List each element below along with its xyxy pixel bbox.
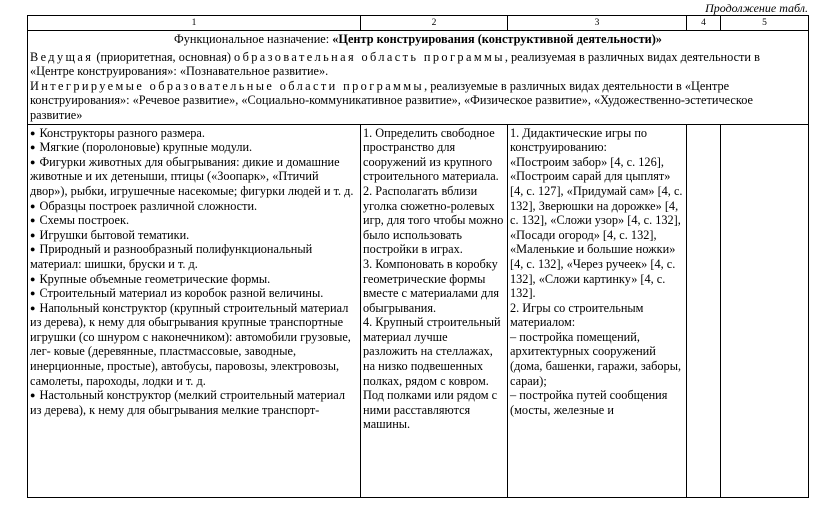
functional-purpose-label: Функциональное назначение: <box>174 32 333 46</box>
placement-tasks-cell <box>361 124 508 497</box>
bullet-icon: ● <box>30 229 36 240</box>
list-item <box>30 286 358 301</box>
task-item: 1. Определить свободное пространство для сооружений из крупного строительного материала. <box>363 125 499 184</box>
task-item: 3. Компоновать в коробку геометрические формы вместе с материалами для обыгрывания. <box>363 256 500 315</box>
list-item-text: Конструкторы разного размера. <box>39 125 205 140</box>
section-header <box>28 31 809 125</box>
list-item-text: Крупные объемные геометрические формы. <box>39 271 271 286</box>
list-item <box>30 301 358 389</box>
functional-purpose <box>30 32 806 47</box>
list-item-text: Фигурки животных для обыгрывания: дикие и домашние животные и их детеныши, птицы («Зоопарк», «Птичий двор»), рыбки, игрушечные насекомые; фигурки людей и т. д. <box>30 154 354 198</box>
task-item: 2. Располагать вблизи уголка сюжетно-ролевых игр, для того чтобы можно было использовать постройки в играх. <box>363 183 504 257</box>
task-item: 4. Крупный строительный материал лучше разложить на стеллажах, на низко подвешенных полках, рядом с ковром. Под полками или рядом с ними расставляются машины. <box>363 315 501 432</box>
bullet-icon: ● <box>30 156 36 167</box>
section-header-row <box>28 31 809 125</box>
games-item: 2. Игры со строительным материалом: <box>510 300 644 330</box>
list-item-text: Природный и разнообразный полифункциональный материал: шишки, бруски и т. д. <box>30 242 313 271</box>
column-number: 2 <box>361 16 508 31</box>
continuation-label: Продолжение табл. <box>705 1 808 15</box>
list-item-text: Схемы построек. <box>39 213 130 228</box>
column-number: 3 <box>508 16 687 31</box>
list-item-text: Игрушки бытовой тематики. <box>39 227 190 242</box>
list-item-text: Напольный конструктор (крупный строительный материал из дерева), к нему для обыгрывания крупные транспортные игрушки (со шнуром с наконечником): автомобили грузовые, лег- ковые (деревянные, пластмассовые, заводные, инерционные, простые), автобусы, паровозы, электровозы, самолеты, пароходы, лодки и т. д. <box>30 300 351 388</box>
leading-area-tail: , реализуемая в различных видах деятельности в «Центре конструирования»: «Познавательное развитие». <box>30 49 760 79</box>
list-item-text: Мягкие (поролоновые) крупные модули. <box>39 140 253 155</box>
bullet-icon: ● <box>30 302 36 313</box>
content-row <box>28 124 809 497</box>
list-item <box>30 388 358 417</box>
column-number-row <box>28 16 809 31</box>
empty-cell-col4 <box>687 124 721 497</box>
bullet-icon: ● <box>30 244 36 255</box>
list-item <box>30 213 358 228</box>
equipment-list-cell <box>28 124 361 497</box>
column-number: 5 <box>721 16 809 31</box>
list-item <box>30 199 358 214</box>
column-number: 1 <box>28 16 361 31</box>
list-item <box>30 242 358 271</box>
bullet-icon: ● <box>30 215 36 226</box>
bullet-icon: ● <box>30 390 36 401</box>
games-item: – постройка помещений, архитектурных сооружений (дома, башенки, гаражи, заборы, сараи); <box>510 329 682 388</box>
integrated-areas-text <box>30 79 806 123</box>
bullet-icon: ● <box>30 273 36 284</box>
list-item <box>30 126 358 141</box>
list-item <box>30 272 358 287</box>
list-item <box>30 155 358 199</box>
list-item <box>30 228 358 243</box>
bullet-icon: ● <box>30 200 36 211</box>
integrated-areas-tail: , реализуемые в различных видах деятельности в «Центре конструирования»: «Речевое развитие», «Социально-коммуникативное развитие», «Физическое развитие», «Художественно-эстетическое развитие» <box>30 78 753 122</box>
spaced-term: образовательная область программы <box>234 49 505 64</box>
games-item: «Маленькие и большие ножки» [4, с. 132], «Через ручеек» [4, с. 132], «Сложи картинку» [4, с. 132]. <box>510 242 676 301</box>
games-item: «Построим забор» [4, с. 126], «Построим сарай для цыплят» [4, с. 127], «Придумай сам» [4, с. 132], Зверюшки на дорожке» [4, с. 132], «Сложи узор» [4, с. 132], «Посади огород» [4, с. 132], <box>510 154 683 242</box>
center-title: «Центр конструирования (конструктивной деятельности)» <box>332 32 662 46</box>
bullet-icon: ● <box>30 142 36 153</box>
leading-area-text <box>30 50 806 79</box>
leading-area-middle: (приоритетная, основная) <box>93 49 235 64</box>
spaced-term: Интегрируемые образовательные области программы <box>30 78 425 93</box>
bullet-icon: ● <box>30 127 36 138</box>
games-item: 1. Дидактические игры по конструированию: <box>510 125 648 155</box>
list-item-text: Строительный материал из коробок разной величины. <box>39 286 324 301</box>
list-item <box>30 140 358 155</box>
bullet-icon: ● <box>30 288 36 299</box>
games-cell <box>508 124 687 497</box>
list-item-text: Настольный конструктор (мелкий строительный материал из дерева), к нему для обыгрывания мелкие транспорт- <box>30 388 345 417</box>
equipment-table <box>27 15 809 498</box>
column-number: 4 <box>687 16 721 31</box>
spaced-term: Ведущая <box>30 49 94 64</box>
games-item: – постройка путей сообщения (мосты, железные и <box>510 388 668 417</box>
empty-cell-col5 <box>721 124 809 497</box>
list-item-text: Образцы построек различной сложности. <box>39 198 258 213</box>
